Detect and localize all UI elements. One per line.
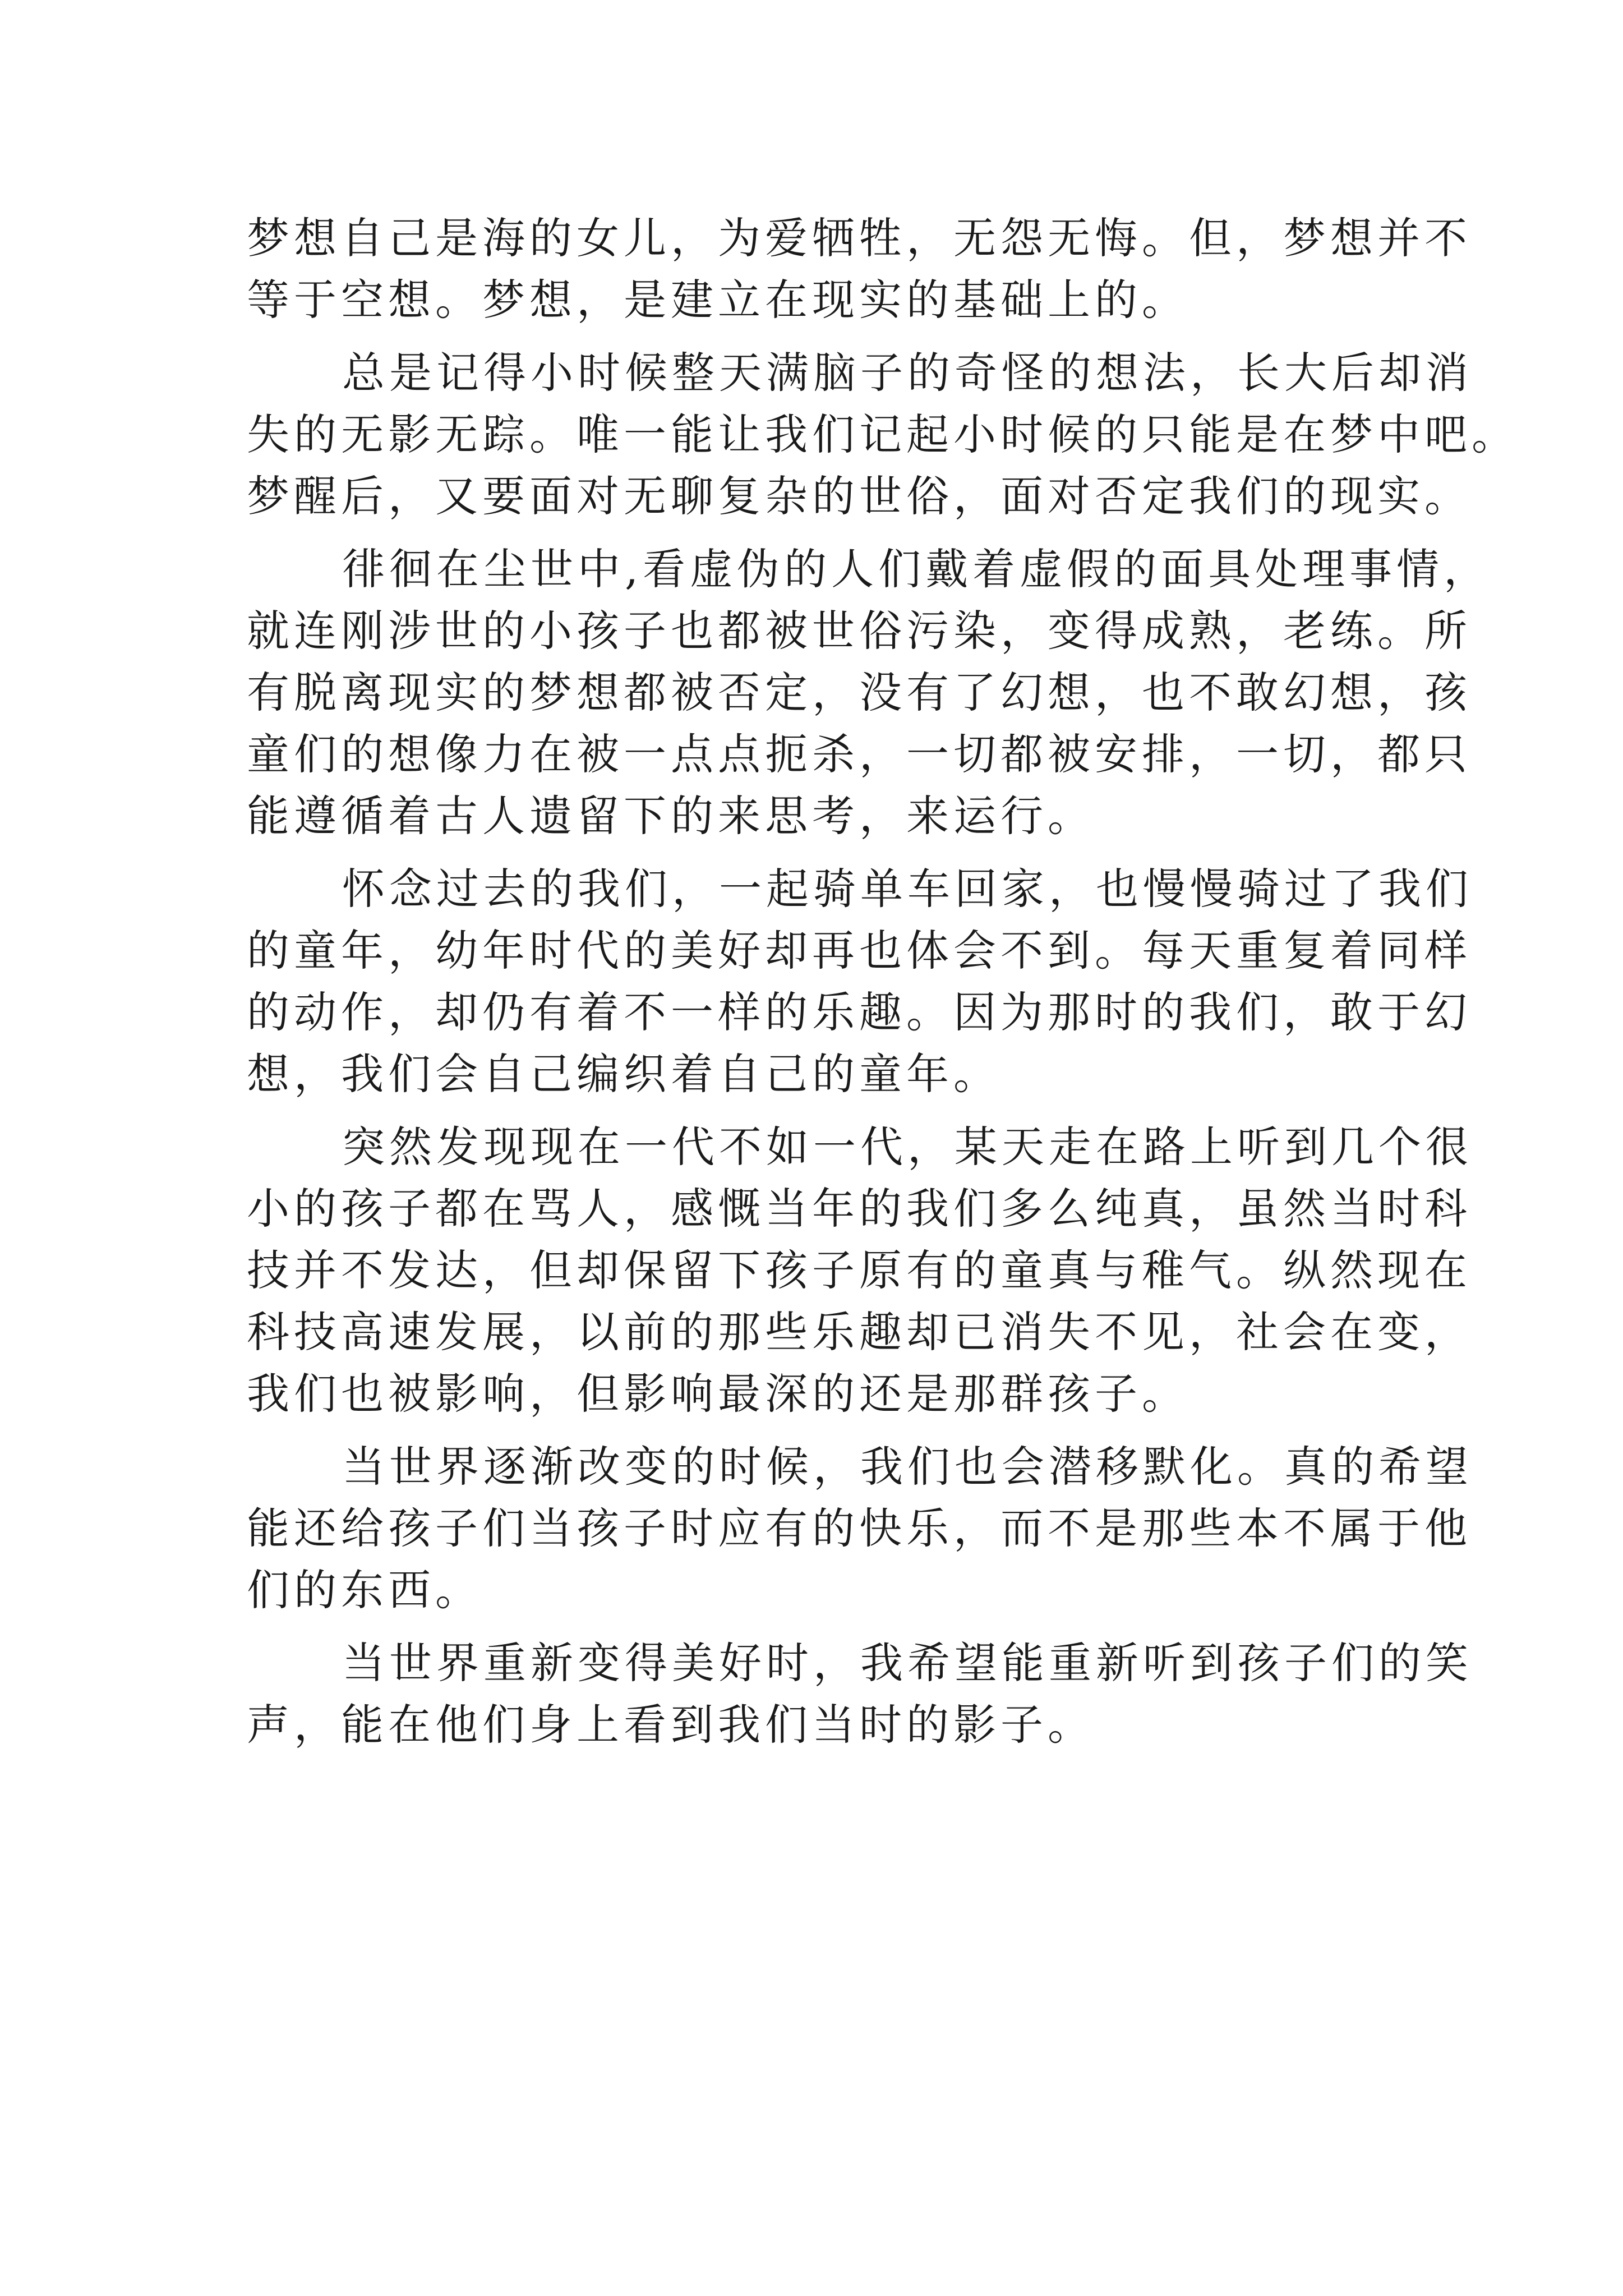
text-line: 当世界逐渐改变的时候，我们也会潜移默化。真的希望 [342, 1442, 1473, 1492]
text-line: 想，我们会自己编织着自己的童年。 [247, 1049, 1000, 1099]
paragraph [247, 1116, 1473, 1425]
paragraph [247, 1436, 1473, 1621]
text-line: 总是记得小时候整天满脑子的奇怪的想法，长大后却消 [342, 348, 1473, 398]
paragraph [247, 1632, 1473, 1756]
text-line: 们的东西。 [247, 1565, 482, 1615]
text-line: 失的无影无踪。唯一能让我们记起小时候的只能是在梦中吧。 [247, 409, 1519, 459]
document-body [247, 208, 1519, 1756]
text-line: 就连刚涉世的小孩子也都被世俗污染，变得成熟，老练。所 [247, 606, 1472, 656]
text-line: 童们的想像力在被一点点扼杀，一切都被安排，一切，都只 [247, 729, 1472, 779]
text-line: 能还给孩子们当孩子时应有的快乐，而不是那些本不属于他 [247, 1503, 1472, 1553]
text-line: 的童年，幼年时代的美好却再也体会不到。每天重复着同样 [247, 926, 1472, 976]
text-line: 技并不发达，但却保留下孩子原有的童真与稚气。纵然现在 [247, 1245, 1472, 1295]
text-line: 梦想自己是海的女儿，为爱牺牲，无怨无悔。但，梦想并不 [247, 213, 1472, 263]
text-line: 怀念过去的我们，一起骑单车回家，也慢慢骑过了我们 [342, 864, 1473, 914]
text-line: 梦醒后，又要面对无聊复杂的世俗，面对否定我们的现实。 [247, 471, 1472, 521]
text-line: 徘徊在尘世中,看虚伪的人们戴着虚假的面具处理事情， [342, 544, 1491, 594]
text-line: 能遵循着古人遗留下的来思考，来运行。 [247, 791, 1095, 841]
text-line: 科技高速发展，以前的那些乐趣却已消失不见，社会在变， [247, 1307, 1472, 1357]
text-line: 声，能在他们身上看到我们当时的影子。 [247, 1700, 1095, 1750]
paragraph [247, 858, 1473, 1105]
paragraph [247, 342, 1519, 527]
text-line: 我们也被影响，但影响最深的还是那群孩子。 [247, 1369, 1189, 1419]
text-line: 小的孩子都在骂人，感慨当年的我们多么纯真，虽然当时科 [247, 1184, 1472, 1234]
text-line: 当世界重新变得美好时，我希望能重新听到孩子们的笑 [342, 1638, 1473, 1688]
text-line: 等于空想。梦想，是建立在现实的基础上的。 [247, 275, 1189, 325]
text-line: 突然发现现在一代不如一代，某天走在路上听到几个很 [342, 1122, 1473, 1172]
paragraph [247, 539, 1491, 847]
paragraph [247, 208, 1472, 331]
text-line: 有脱离现实的梦想都被否定，没有了幻想，也不敢幻想，孩 [247, 668, 1472, 717]
text-line: 的动作，却仍有着不一样的乐趣。因为那时的我们，敢于幻 [247, 987, 1472, 1037]
